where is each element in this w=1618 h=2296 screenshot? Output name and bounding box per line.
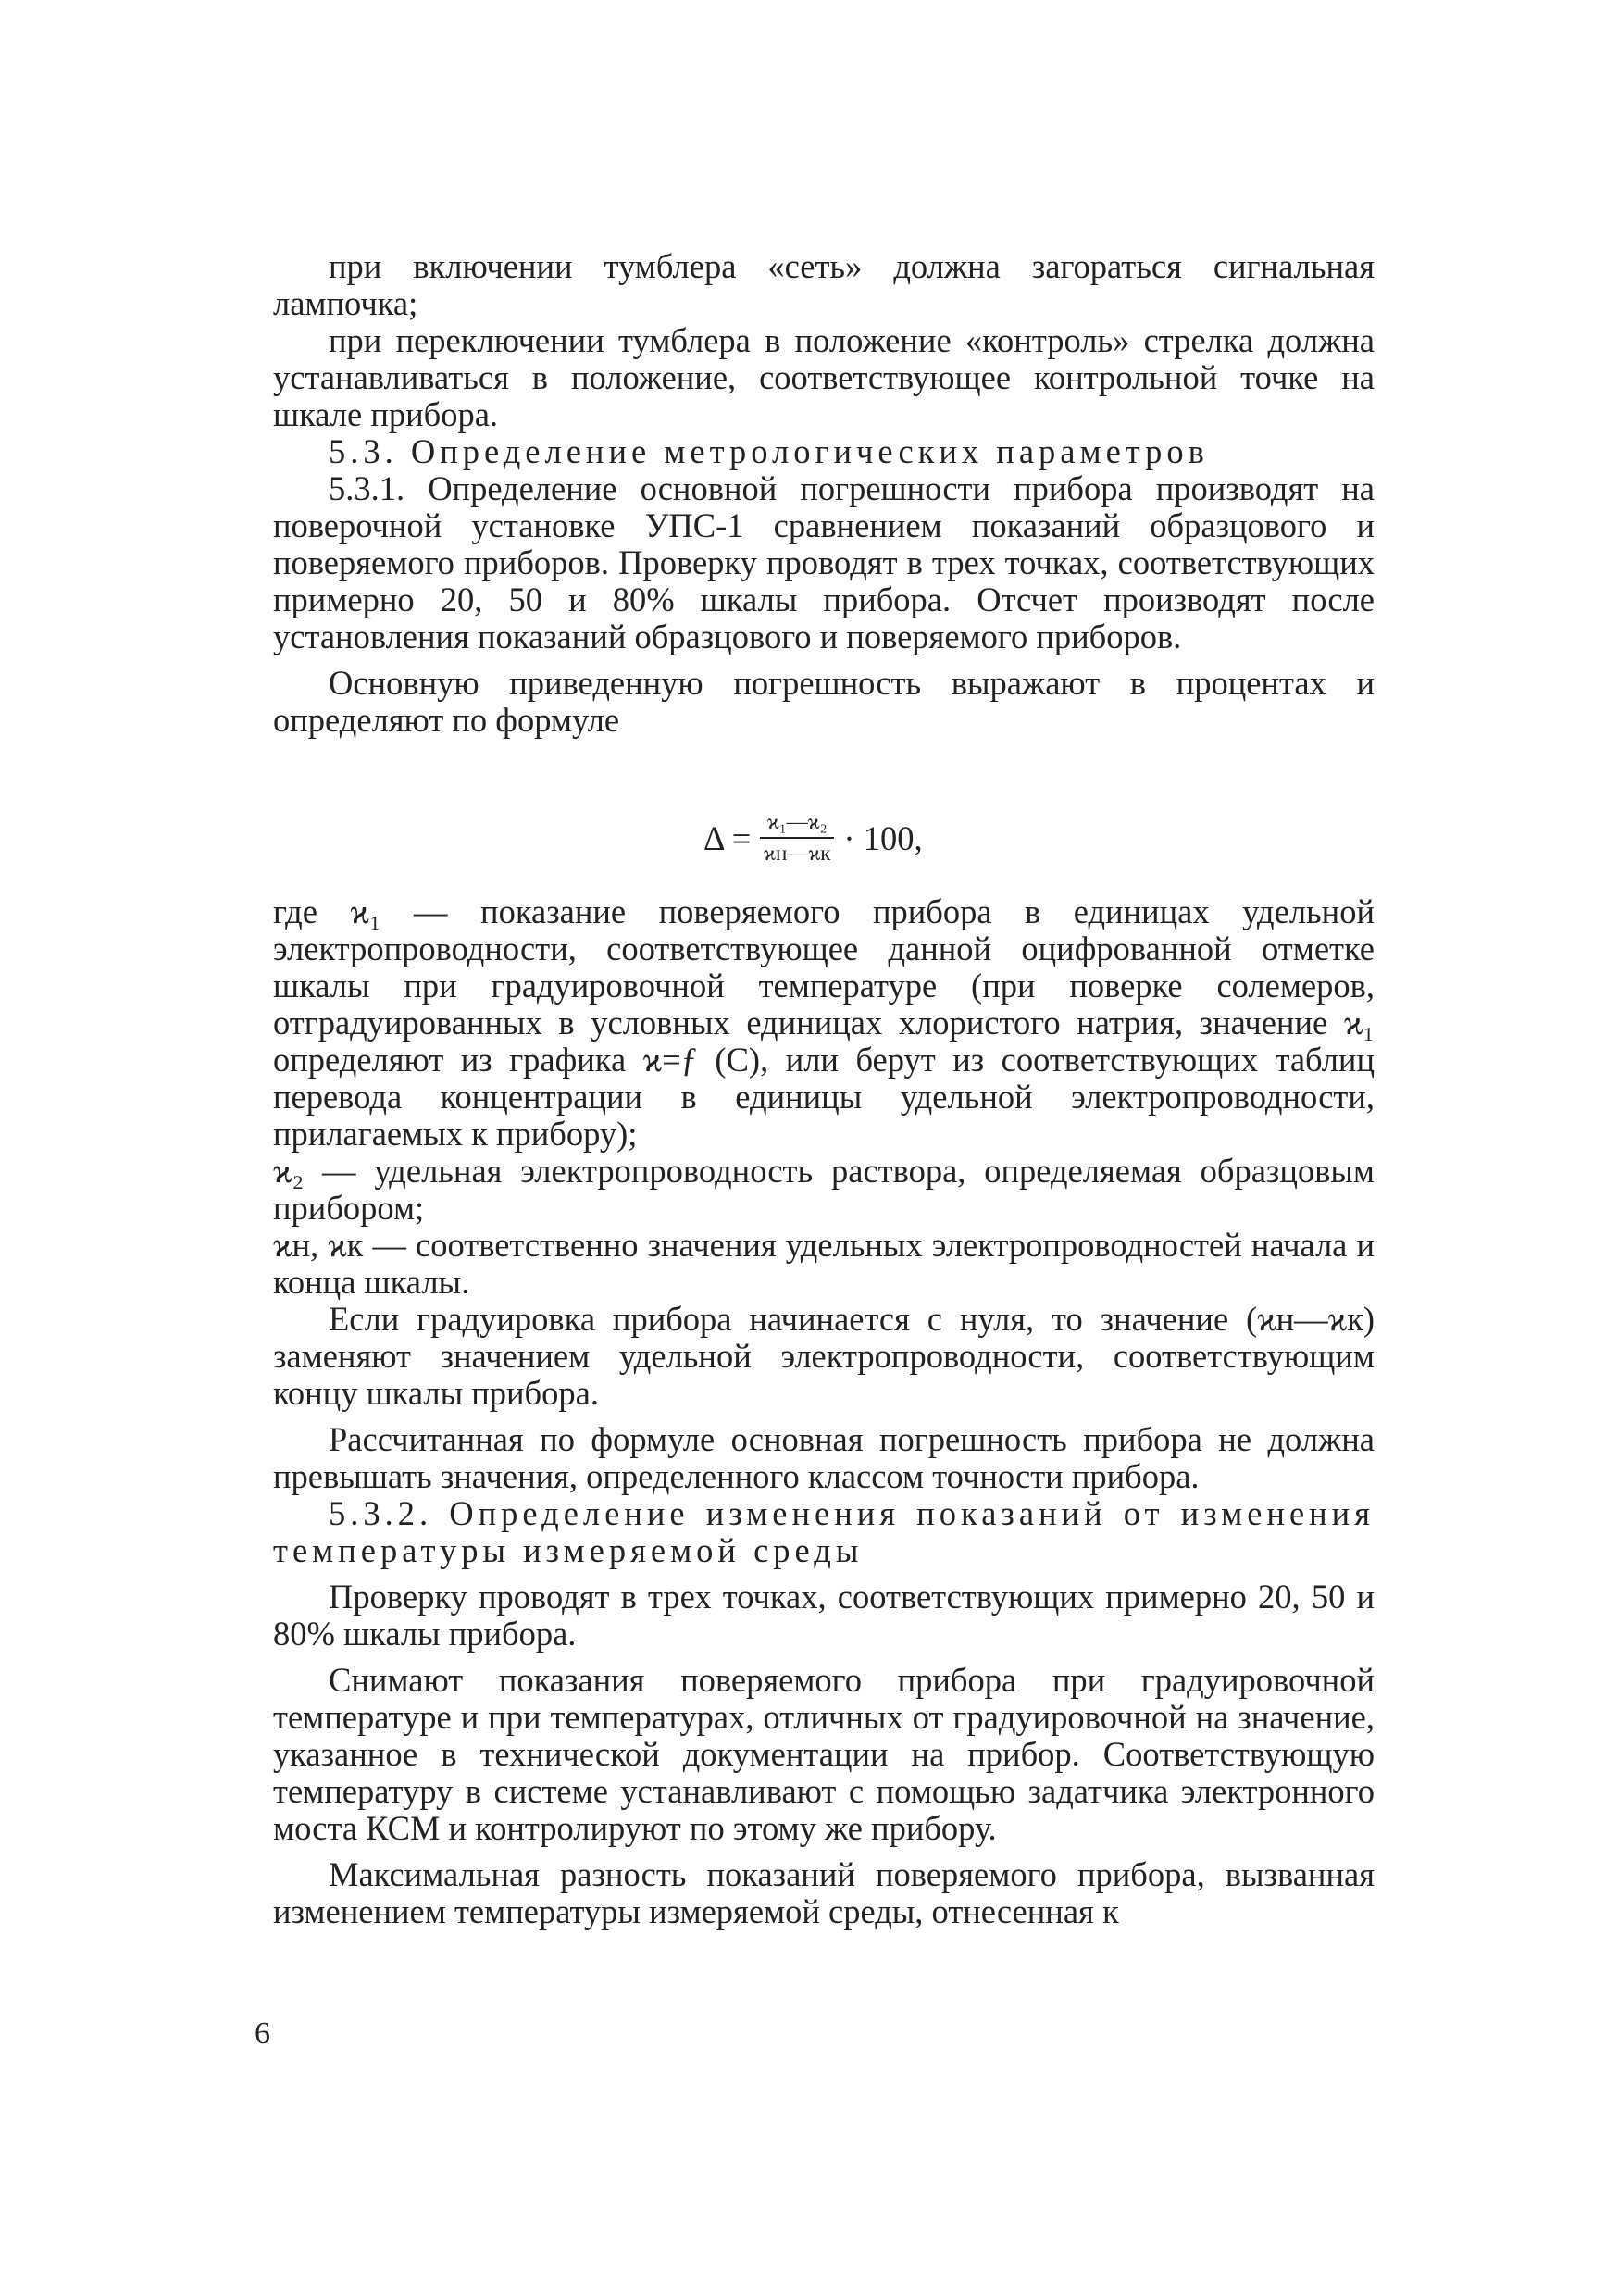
formula-rhs: · 100,	[843, 818, 923, 857]
paragraph-2: при переключении тумблера в положение «контроль» стрелка должна устанавливаться в положение, соответствующее контрольной точке на шкале прибора.	[273, 321, 1375, 433]
section-heading-5-3: 5.3. Определение метрологических параметров	[329, 432, 1209, 470]
formula-denominator: ϰн—ϰк	[764, 842, 831, 865]
fraction-bar	[760, 837, 834, 839]
paragraph-formula-intro: Основную приведенную погрешность выражают в процентах и определяют по формуле	[273, 664, 1375, 739]
page-number: 6	[255, 2016, 270, 2051]
paragraph-k2: ϰ₂ — удельная электропроводность раствора, определяемая образцовым прибором;	[273, 1152, 1375, 1227]
paragraph-kn-kk: ϰн, ϰк — соответственно значения удельных электропроводностей начала и конца шкалы.	[273, 1226, 1375, 1301]
section-heading-5-3-2: 5.3.2. Определение изменения показаний от изменения температуры измеряемой среды	[273, 1494, 1375, 1569]
text-block-bottom	[273, 893, 1375, 1930]
formula-numerator: ϰ₁—ϰ₂	[766, 810, 828, 833]
paragraph-where-k1: где ϰ₁ — показание поверяемого прибора в единицах удельной электропроводности, соответствующее данной оцифрованной отметке шкалы при градуировочной температуре (при поверке солемеров, отградуированных в условных единицах хлористого натрия, значение ϰ₁ определяют из графика ϰ=ƒ (С), или берут из соответствующих таблиц перевода концентрации в единицы удельной электропроводности, прилагаемых к прибору);	[273, 892, 1375, 1153]
paragraph-zero-start: Если градуировка прибора начинается с нуля, то значение (ϰн—ϰк) заменяют значением удельной электропроводности, соответствующим концу шкалы прибора.	[273, 1300, 1375, 1412]
text-block-top	[273, 248, 1375, 739]
error-formula	[703, 796, 923, 880]
formula-fraction	[760, 810, 834, 866]
paragraph-readings: Снимают показания поверяемого прибора при градуировочной температуре и при температурах, отличных от градуировочной на значение, указанное в технической документации на прибор. Соответствующую температуру в системе устанавливают с помощью задатчика электронного моста КСМ и контролируют по этому же прибору.	[273, 1661, 1375, 1847]
paragraph-accuracy-class: Рассчитанная по формуле основная погрешность прибора не должна превышать значения, определенного классом точности прибора.	[273, 1420, 1375, 1495]
formula-lhs: Δ =	[703, 818, 752, 857]
paragraph-max-difference: Максимальная разность показаний поверяемого прибора, вызванная изменением температуры измеряемой среды, отнесенная к	[273, 1855, 1375, 1930]
paragraph-check-points: Проверку проводят в трех точках, соответствующих примерно 20, 50 и 80% шкалы прибора.	[273, 1578, 1375, 1653]
paragraph-1: при включении тумблера «сеть» должна загораться сигнальная лампочка;	[273, 247, 1375, 322]
paragraph-5-3-1: 5.3.1. Определение основной погрешности прибора производят на поверочной установке УПС-1 сравнением показаний образцового и поверяемого приборов. Проверку проводят в трех точках, соответствующих примерно 20, 50 и 80% шкалы прибора. Отсчет производят после установления показаний образцового и поверяемого приборов.	[273, 469, 1375, 655]
